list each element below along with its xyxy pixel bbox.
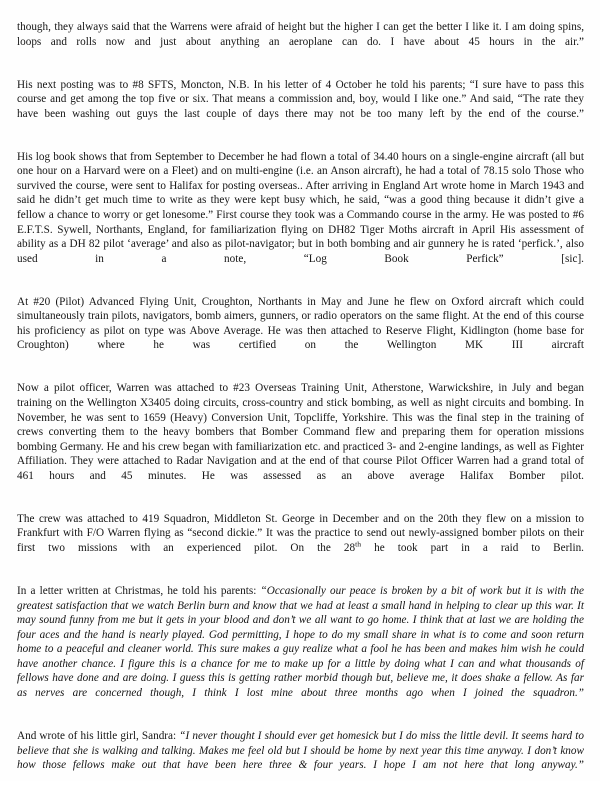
paragraph-flying-hours: though, they always said that the Warrens were afraid of height but the higher I can get the better I like it. I am doing spins, loops and rolls now and just about anything an aeroplane can do. I have about 45 hours in the air.” bbox=[17, 21, 584, 48]
paragraph-christmas-letter bbox=[17, 584, 584, 715]
ordinal-superscript-th: th bbox=[355, 539, 362, 549]
paragraph-log-book-overseas: His log book shows that from September to December he had flown a total of 34.40 hours on a single-engine aircraft (all but one hour on a Harvard were on a Fleet) and on multi-engine (i.e. an Anson aircraft), he had a total of 78.15 solo Those who survived the course, were sent to Halifax for posting overseas.. After arriving in England Art wrote home in March 1943 and said he didn’t get much time to write as they were kept busy which, he said, “was a good thing because it didn’t give a fellow a chance to worry or get lonesome.” First course they took was a Commando course in the army. He was posted to #6 E.F.T.S. Sywell, Northants, England, for familiarization flying on DH82 Tiger Moths aircraft in April His assessment of ability as a DH 82 pilot ‘average’ and also as pilot-navigator; but in both bombing and air gunnery he is rated ‘perfick.’, also used in a note, “Log Book Perfick” [sic]. bbox=[17, 150, 584, 265]
paragraph-sfts-moncton: His next posting was to #8 SFTS, Moncton, N.B. In his letter of 4 October he told his parents; “I sure have to pass this course and get among the top five or six. That means a commission and, boy, would I like one.” And said, “The rate they have been washing out guys the last couple of days there may not be too many left by the end of the course.” bbox=[17, 78, 584, 120]
christmas-letter-quote: “Occasionally our peace is broken by a bit of work but it is with the greatest satisfaction that we watch Berlin burn and know that we had at least a small hand in helping to clear up this war. It may sound funny from me but it gets in your blood and don’t we all want to go home. I think that at last we are holding the four aces and the hand is nearly played. God permitting, I hope to do my small share in what is to come and soon return home to a peaceful and cleaner world. This sure makes a guy realize what a fool he has been and makes him wish he could have another chance. I figure this is a chance for me to make up for a little by doing what I can and what thousands of fellows have done and are doing. I guess this is getting rather morbid though but, believe me, it does shake a fellow. As far as nerves are concerned though, I think I lost mine about three months ago when I joined the squadron.” bbox=[17, 585, 585, 699]
paragraph-overseas-training-unit: Now a pilot officer, Warren was attached to #23 Overseas Training Unit, Atherstone, Warwickshire, in July and began training on the Wellington X3405 doing circuits, cross-country and stick bombing, as well as night circuits and bombing. In November, he was sent to 1659 (Heavy) Conversion Unit, Topcliffe, Yorkshire. This was the final step in the training of crews converting them to the heavy bombers that Bomber Command flew and preparing them for operation missions bombing Germany. He and his crew began with familiarization etc. and practiced 3- and 2-engine landings, as well as Fighter Affiliation. They were attached to Radar Navigation and at the end of that course Pilot Officer Warren had a grand total of 461 hours and 45 minutes. He was assessed as an above average Halifax Bomber pilot. bbox=[17, 382, 584, 482]
christmas-letter-intro: In a letter written at Christmas, he told his parents: bbox=[17, 585, 261, 598]
squadron-text-before-superscript: The crew was attached to 419 Squadron, Middleton St. George in December and on the 20th they flew on a mission to Frankfurt with F/O Warren flying as “second dickie.” It was the practice to send out newly-assigned bomber pilots on their first two missions with an experienced pilot. On the 28 bbox=[17, 512, 584, 554]
paragraph-advanced-flying-unit: At #20 (Pilot) Advanced Flying Unit, Croughton, Northants in May and June he flew on Oxford aircraft which could simultaneously train pilots, navigators, bomb aimers, gunners, or radio operators on the same flight. At the end of this course his proficiency as pilot on type was Above Average. He was then attached to Reserve Flight, Kidlington (home base for Croughton) where he was certified on the Wellington MK III aircraft bbox=[17, 295, 584, 352]
squadron-text-after-superscript: he took part in a raid to Berlin. bbox=[361, 541, 584, 554]
document-text-body bbox=[17, 20, 584, 787]
paragraph-419-squadron bbox=[17, 512, 584, 570]
sandra-letter-quote: “I never thought I should ever get homesick but I do miss the little devil. It seems hard to believe that she is walking and talking. Makes me feel old but I should be home by next year this time anyway. I don’t know how those fellows make out that have been here three & four years. I hope I am not here that long anyway.” bbox=[17, 729, 584, 772]
paragraph-sandra-letter bbox=[17, 729, 584, 787]
sandra-letter-intro: And wrote of his little girl, Sandra: bbox=[17, 729, 180, 742]
